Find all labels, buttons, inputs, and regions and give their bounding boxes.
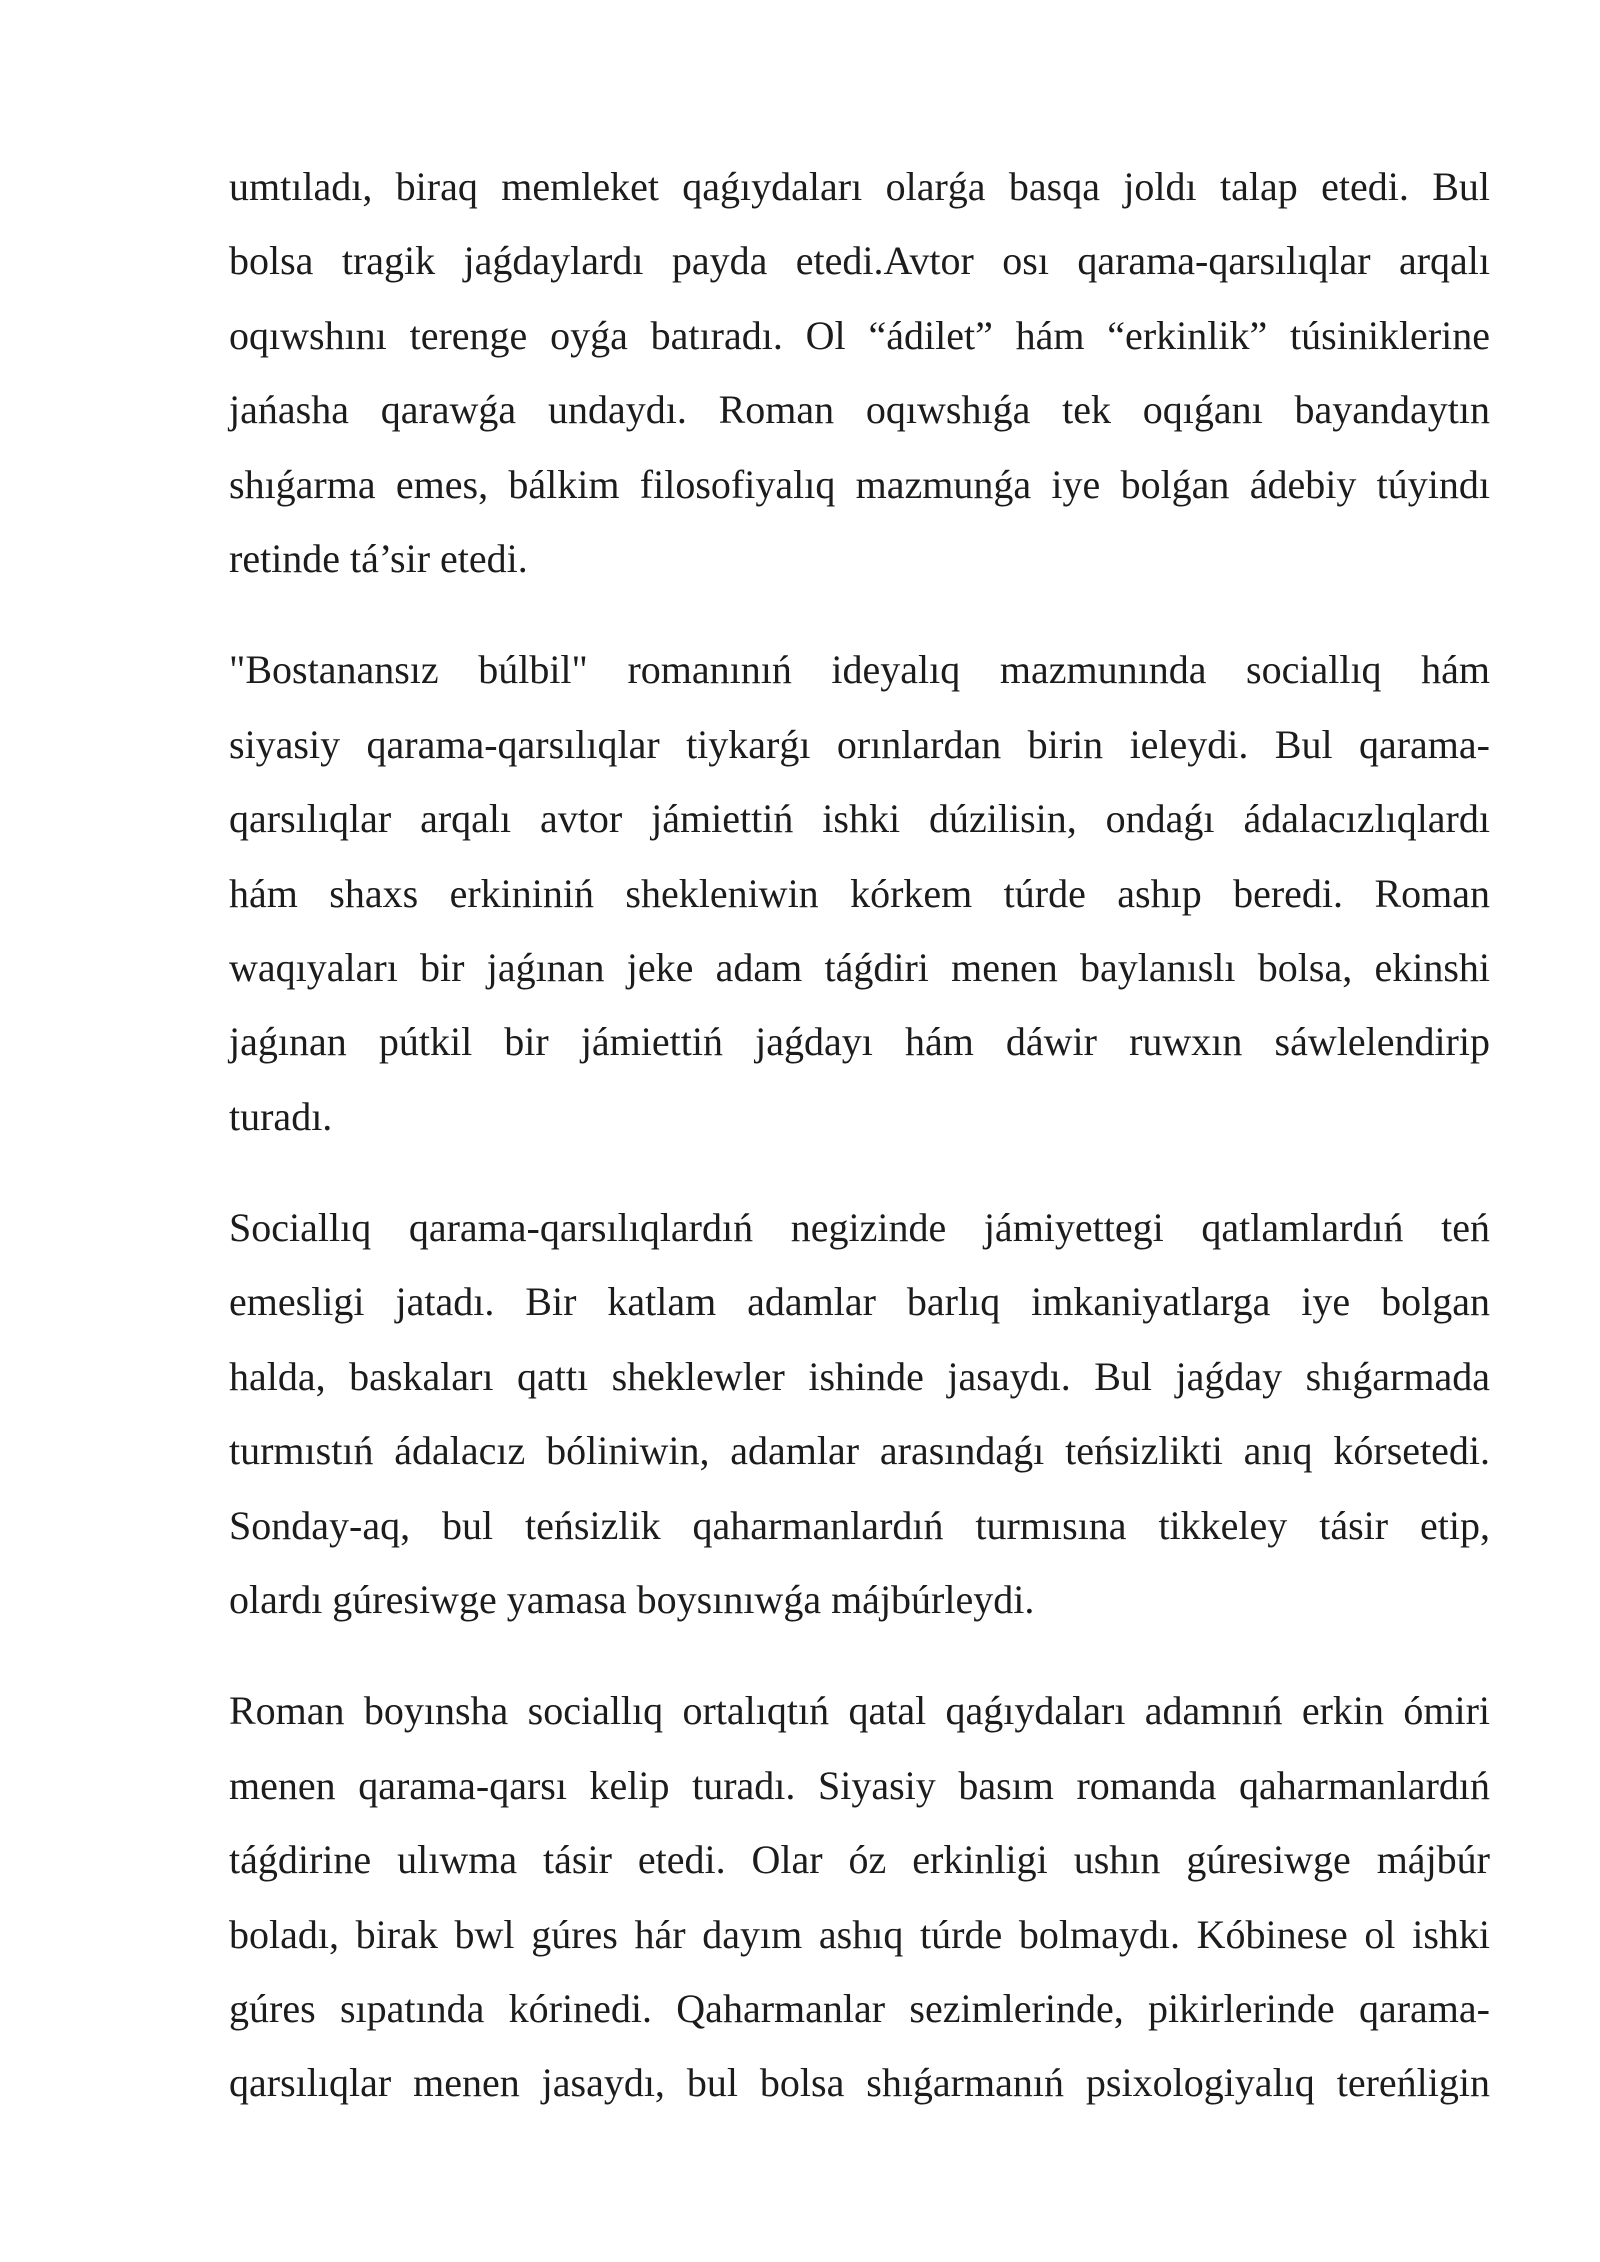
text-line: retinde tá’sir etedi.	[229, 535, 528, 581]
text-line: turmıstıń ádalacız bóliniwin, adamlar arasındaǵı teńsizlikti anıq kórsetedi.	[229, 1428, 1490, 1474]
text-line: halda, baskaları qattı sheklewler ishinde jasaydı. Bul jaǵday shıǵarmada	[229, 1353, 1490, 1399]
paragraph-2	[229, 633, 1490, 1154]
text-line: waqıyaları bir jaǵınan jeke adam táǵdiri menen baylanıslı bolsa, ekinshi	[229, 944, 1490, 990]
paragraph-3	[229, 1191, 1490, 1637]
text-line: boladı, birak bwl gúres hár dayım ashıq túrde bolmaydı. Kóbinese ol ishki	[229, 1911, 1490, 1957]
text-line: olardı gúresiwge yamasa boysınıwǵa májbúrleydi.	[229, 1577, 1035, 1623]
text-line: turadı.	[229, 1093, 333, 1139]
text-line: umtıladı, biraq memleket qaǵıydaları olarǵa basqa joldı talap etedi. Bul	[229, 164, 1490, 209]
paragraph-1	[229, 150, 1490, 596]
document-body	[229, 150, 1490, 2158]
text-line: Sonday-aq, bul teńsizlik qaharmanlardıń turmısına tikkeley tásir etip,	[229, 1502, 1490, 1548]
text-line: emesligi jatadı. Bir katlam adamlar barlıq imkaniyatlarga iye bolgan	[229, 1279, 1490, 1325]
text-line: táǵdirine ulıwma tásir etedi. Olar óz erkinligi ushın gúresiwge májbúr	[229, 1837, 1490, 1883]
text-line: menen qarama-qarsı kelip turadı. Siyasiy basım romanda qaharmanlardıń	[229, 1762, 1490, 1808]
text-line: qarsılıqlar menen jasaydı, bul bolsa shıǵarmanıń psixologiyalıq tereńligin	[229, 2060, 1490, 2106]
text-line: Sociallıq qarama-qarsılıqlardıń negizinde jámiyettegi qatlamlardıń teń	[229, 1205, 1490, 1251]
text-line: gúres sıpatında kórinedi. Qaharmanlar sezimlerinde, pikirlerinde qarama-	[229, 1985, 1490, 2031]
paragraph-4	[229, 1674, 1490, 2120]
text-line: oqıwshını terenge oyǵa batıradı. Ol “ádilet” hám “erkinlik” túsiniklerine	[229, 312, 1490, 358]
text-line: bolsa tragik jaǵdaylardı payda etedi.Avtor osı qarama-qarsılıqlar arqalı	[229, 238, 1490, 284]
text-line: shıǵarma emes, bálkim filosofiyalıq mazmunǵa iye bolǵan ádebiy túyindı	[229, 461, 1490, 507]
text-line: "Bostanansız búlbil" romanınıń ideyalıq mazmunında sociallıq hám	[229, 647, 1490, 693]
text-line: hám shaxs erkininiń shekleniwin kórkem túrde ashıp beredi. Roman	[229, 870, 1490, 916]
text-line: qarsılıqlar arqalı avtor jámiettiń ishki dúzilisin, ondaǵı ádalacızlıqlardı	[229, 796, 1490, 842]
text-line: jańasha qarawǵa undaydı. Roman oqıwshıǵa tek oqıǵanı bayandaytın	[229, 387, 1490, 433]
text-line: Roman boyınsha sociallıq ortalıqtıń qatal qaǵıydaları adamnıń erkin ómiri	[229, 1688, 1490, 1734]
text-line: siyasiy qarama-qarsılıqlar tiykarǵı orınlardan birin ieleydi. Bul qarama-	[229, 721, 1490, 767]
text-line: jaǵınan pútkil bir jámiettiń jaǵdayı hám dáwir ruwxın sáwlelendirip	[229, 1019, 1490, 1065]
